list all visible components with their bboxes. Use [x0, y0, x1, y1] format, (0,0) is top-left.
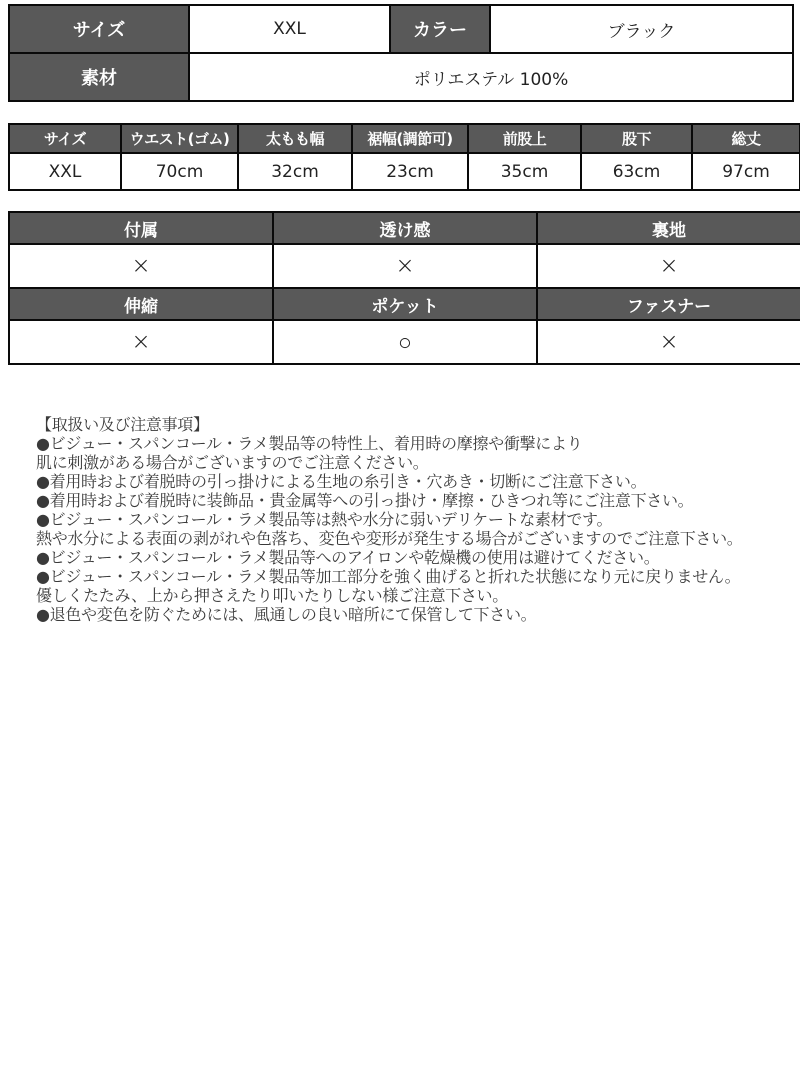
care-note-line: ●ビジュー・スパンコール・ラメ製品等へのアイロンや乾燥機の使用は避けてください。 [36, 548, 660, 567]
measurement-value: 70cm [121, 153, 238, 190]
color-label-cell: カラー [390, 5, 490, 53]
measurement-header: 裾幅(調節可) [352, 124, 468, 153]
measurement-value: XXL [9, 153, 121, 190]
care-note-line: 優しくたたみ、上から押さえたり叩いたりしない様ご注意下さい。 [36, 586, 508, 605]
care-notes-title: 【取扱い及び注意事項】 [36, 415, 209, 434]
measurement-header: ウエスト(ゴム) [121, 124, 238, 153]
size-value-cell: XXL [189, 5, 390, 53]
care-note-line: ●着用時および着脱時に装飾品・貴金属等への引っ掛け・摩擦・ひきつれ等にご注意下さい。 [36, 491, 694, 510]
feature-header: ファスナー [537, 288, 800, 320]
feature-value: × [537, 244, 800, 288]
features-header-row-1 [9, 212, 800, 244]
measurement-header: 股下 [581, 124, 692, 153]
measurement-value: 23cm [352, 153, 468, 190]
measurement-header: 総丈 [692, 124, 800, 153]
material-value-cell: ポリエステル 100% [189, 53, 793, 101]
feature-value: × [537, 320, 800, 364]
color-value-cell: ブラック [490, 5, 793, 53]
feature-header: 付属 [9, 212, 273, 244]
measurement-value: 32cm [238, 153, 352, 190]
measurement-value: 35cm [468, 153, 581, 190]
measurement-header: 前股上 [468, 124, 581, 153]
care-note-line: ●ビジュー・スパンコール・ラメ製品等加工部分を強く曲げると折れた状態になり元に戻りません。 [36, 567, 741, 586]
measurements-header-row [9, 124, 800, 153]
features-value-row-2 [9, 320, 800, 364]
measurement-header: 太もも幅 [238, 124, 352, 153]
material-label-cell: 素材 [9, 53, 189, 101]
measurement-value: 63cm [581, 153, 692, 190]
measurements-value-row [9, 153, 800, 190]
measurement-header: サイズ [9, 124, 121, 153]
features-table [8, 211, 800, 365]
feature-header: 透け感 [273, 212, 537, 244]
feature-header: 伸縮 [9, 288, 273, 320]
basic-spec-row-1 [9, 5, 793, 53]
size-label-cell: サイズ [9, 5, 189, 53]
features-value-row-1 [9, 244, 800, 288]
care-notes [8, 415, 792, 624]
feature-value: ○ [273, 320, 537, 364]
care-note-line: ●ビジュー・スパンコール・ラメ製品等の特性上、着用時の摩擦や衝撃により [36, 434, 583, 453]
measurements-table [8, 123, 800, 191]
feature-value: × [9, 320, 273, 364]
basic-spec-table [8, 4, 794, 102]
feature-header: ポケット [273, 288, 537, 320]
basic-spec-row-2 [9, 53, 793, 101]
features-header-row-2 [9, 288, 800, 320]
feature-value: × [273, 244, 537, 288]
care-note-line: ●着用時および着脱時の引っ掛けによる生地の糸引き・穴あき・切断にご注意下さい。 [36, 472, 647, 491]
care-note-line: ●ビジュー・スパンコール・ラメ製品等は熱や水分に弱いデリケートな素材です。 [36, 510, 613, 529]
care-note-line: 熱や水分による表面の剥がれや色落ち、変色や変形が発生する場合がございますのでご注意下さい。 [36, 529, 743, 548]
care-note-line: 肌に刺激がある場合がございますのでご注意ください。 [36, 453, 429, 472]
measurement-value: 97cm [692, 153, 800, 190]
feature-header: 裏地 [537, 212, 800, 244]
care-note-line: ●退色や変色を防ぐためには、風通しの良い暗所にて保管して下さい。 [36, 605, 537, 624]
feature-value: × [9, 244, 273, 288]
